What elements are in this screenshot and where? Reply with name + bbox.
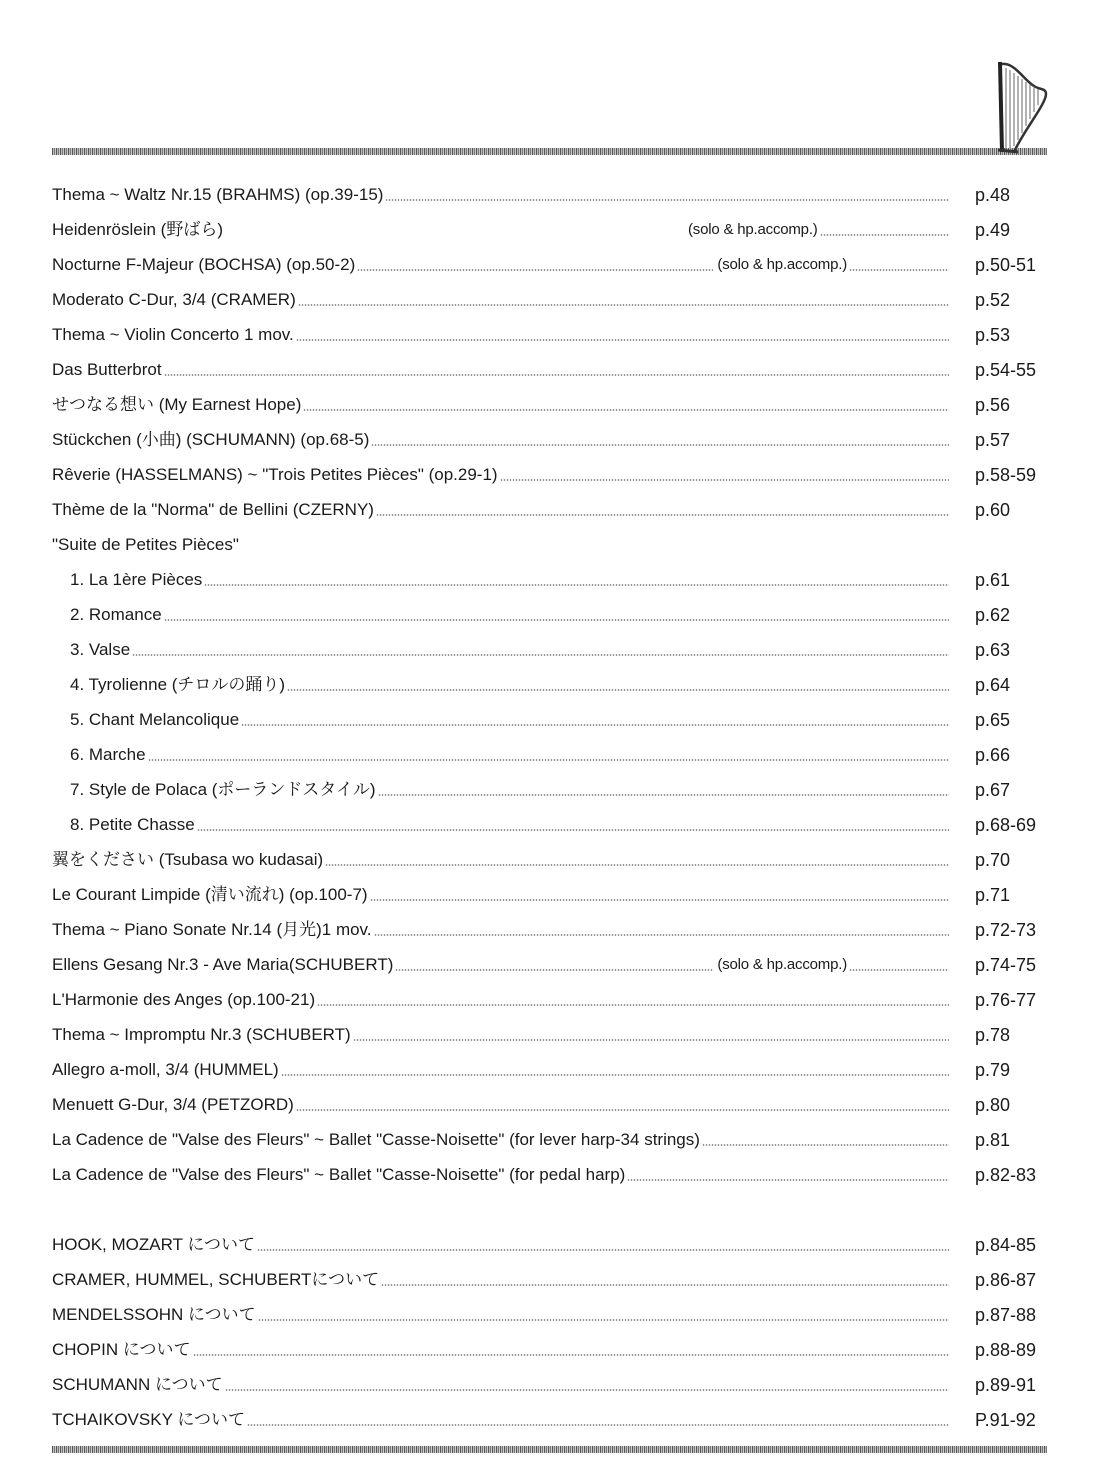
entry-title: 7. Style de Polaca (ポーランドスタイル) [70,780,376,799]
toc-entry[interactable] [52,841,1047,871]
toc-section-heading [52,526,1047,556]
toc-entry[interactable] [52,421,1047,451]
entry-page: p.76-77 [975,990,1037,1010]
entry-title: Heidenröslein (野ばら) [52,220,223,239]
entry-title: Nocturne F-Majeur (BOCHSA) (op.50-2) [52,255,356,274]
bottom-rule [52,1446,1047,1453]
entry-title: Das Butterbrot [52,360,162,379]
dot-leader [204,584,949,586]
dot-leader [371,444,949,446]
toc-entry[interactable] [52,561,1047,591]
entry-title: 8. Petite Chasse [70,815,195,834]
toc-entry[interactable] [52,1121,1047,1151]
entry-page: p.56 [975,395,1011,415]
entry-title: Menuett G-Dur, 3/4 (PETZORD) [52,1095,294,1114]
entry-title: TCHAIKOVSKY について [52,1410,245,1429]
entry-page: p.82-83 [975,1165,1037,1185]
entry-title: 翼をください (Tsubasa wo kudasai) [52,850,324,869]
toc-entry[interactable] [52,1051,1047,1081]
entry-page: p.50-51 [975,255,1037,275]
dot-leader [357,269,713,271]
dot-leader [381,1284,949,1286]
toc-entry[interactable] [52,1296,1047,1326]
entry-title: Thema ~ Waltz Nr.15 (BRAHMS) (op.39-15) [52,185,384,204]
dot-leader [303,409,949,411]
entry-page: p.86-87 [975,1270,1037,1290]
entry-page: p.84-85 [975,1235,1037,1255]
toc-entry[interactable] [52,1226,1047,1256]
entry-title: 3. Valse [70,640,131,659]
entry-note: (solo & hp.accomp.) [717,256,847,273]
entry-title: MENDELSSOHN について [52,1305,256,1324]
dot-leader [627,1179,949,1181]
toc-entry[interactable] [52,456,1047,486]
entry-title: Moderato C-Dur, 3/4 (CRAMER) [52,290,296,309]
entry-title: せつなる想い (My Earnest Hope) [52,395,302,414]
entry-page: p.60 [975,500,1011,520]
toc-entry[interactable] [52,281,1047,311]
entry-page: p.52 [975,290,1011,310]
entry-title: 4. Tyrolienne (チロルの踊り) [70,675,286,694]
entry-note: (solo & hp.accomp.) [717,956,847,973]
entry-title: 2. Romance [70,605,162,624]
toc-entry[interactable] [52,316,1047,346]
entry-page: p.70 [975,850,1011,870]
entry-page: p.67 [975,780,1011,800]
entry-title: Rêverie (HASSELMANS) ~ "Trois Petites Pièces" (op.29-1) [52,465,498,484]
dot-leader [148,759,949,761]
dot-leader [374,934,949,936]
toc-entry[interactable] [52,1366,1047,1396]
entry-page: p.63 [975,640,1011,660]
entry-title: La Cadence de "Valse des Fleurs" ~ Ballet "Casse-Noisette" (for pedal harp) [52,1165,626,1184]
dot-leader [385,199,949,201]
dot-leader [353,1039,949,1041]
entry-page: p.62 [975,605,1011,625]
dot-leader [370,899,949,901]
dot-leader [132,654,949,656]
entry-title: Thema ~ Piano Sonate Nr.14 (月光)1 mov. [52,920,372,939]
entry-page: P.91-92 [975,1410,1036,1430]
toc-entry[interactable] [52,596,1047,626]
dot-leader [317,1004,949,1006]
entry-page: p.58-59 [975,465,1037,485]
dot-leader [325,864,949,866]
dot-leader [258,1319,949,1321]
entry-page: p.48 [975,185,1011,205]
entry-title: HOOK, MOZART について [52,1235,256,1254]
toc-entry[interactable] [52,666,1047,696]
dot-leader [287,689,949,691]
dot-leader [702,1144,949,1146]
entry-page: p.72-73 [975,920,1037,940]
entry-title: 5. Chant Melancolique [70,710,240,729]
entry-note: (solo & hp.accomp.) [688,221,818,238]
dot-leader [296,1109,949,1111]
dot-leader [296,339,949,341]
entry-title: L'Harmonie des Anges (op.100-21) [52,990,316,1009]
entry-title: Thema ~ Violin Concerto 1 mov. [52,325,294,344]
toc-entry[interactable] [52,701,1047,731]
entry-page: p.74-75 [975,955,1037,975]
entry-page: p.54-55 [975,360,1037,380]
entry-title: CHOPIN について [52,1340,191,1359]
dot-leader [849,969,949,971]
toc-entry[interactable] [52,1261,1047,1291]
toc-entry[interactable] [52,351,1047,381]
entry-page: p.88-89 [975,1340,1037,1360]
toc-entry[interactable] [52,176,1047,206]
entry-page: p.49 [975,220,1011,240]
toc-entry[interactable] [52,1331,1047,1361]
toc-entry[interactable] [52,1401,1047,1431]
entry-page: p.68-69 [975,815,1037,835]
entry-title: SCHUMANN について [52,1375,223,1394]
dot-leader [197,829,949,831]
top-rule [52,148,1047,155]
toc-entry[interactable] [52,386,1047,416]
entry-title: 1. La 1ère Pièces [70,570,203,589]
toc-entry[interactable] [52,876,1047,906]
toc-entry[interactable] [52,771,1047,801]
dot-leader [257,1249,949,1251]
dot-leader [225,1389,949,1391]
entry-page: p.66 [975,745,1011,765]
dot-leader [241,724,949,726]
entry-title: CRAMER, HUMMEL, SCHUBERTについて [52,1270,380,1289]
toc-entry[interactable] [52,981,1047,1011]
dot-leader [378,794,949,796]
dot-leader [164,619,949,621]
section-title: "Suite de Petites Pièces" [52,535,239,554]
toc-entry[interactable] [52,946,1047,976]
dot-leader [247,1424,949,1426]
entry-page: p.61 [975,570,1011,590]
dot-leader [849,269,949,271]
toc-entry[interactable] [52,911,1047,941]
toc-entry[interactable] [52,246,1047,276]
entry-page: p.64 [975,675,1011,695]
entry-page: p.78 [975,1025,1011,1045]
dot-leader [395,969,713,971]
entry-title: Ellens Gesang Nr.3 - Ave Maria(SCHUBERT) [52,955,394,974]
entry-title: 6. Marche [70,745,146,764]
entry-page: p.87-88 [975,1305,1037,1325]
toc-entry[interactable] [52,806,1047,836]
entry-title: Thema ~ Impromptu Nr.3 (SCHUBERT) [52,1025,351,1044]
dot-leader [281,1074,949,1076]
harp-icon [994,60,1048,155]
dot-leader [376,514,949,516]
entry-page: p.57 [975,430,1011,450]
entry-title: La Cadence de "Valse des Fleurs" ~ Ballet "Casse-Noisette" (for lever harp-34 strings) [52,1130,700,1149]
toc-entry[interactable] [52,491,1047,521]
dot-leader [298,304,949,306]
toc-entry[interactable] [52,1156,1047,1186]
entry-page: p.79 [975,1060,1011,1080]
dot-leader [193,1354,950,1356]
entry-title: Thème de la "Norma" de Bellini (CZERNY) [52,500,374,519]
entry-page: p.53 [975,325,1011,345]
entry-page: p.71 [975,885,1011,905]
entry-title: Stückchen (小曲) (SCHUMANN) (op.68-5) [52,430,370,449]
entry-title: Allegro a-moll, 3/4 (HUMMEL) [52,1060,279,1079]
toc-entry[interactable] [52,1016,1047,1046]
entry-page: p.81 [975,1130,1011,1150]
entry-title: Le Courant Limpide (清い流れ) (op.100-7) [52,885,368,904]
entry-page: p.89-91 [975,1375,1037,1395]
toc-entry[interactable] [52,1086,1047,1116]
entry-page: p.80 [975,1095,1011,1115]
dot-leader [164,374,949,376]
toc-entry[interactable] [52,736,1047,766]
entry-page: p.65 [975,710,1011,730]
dot-leader [820,234,949,236]
toc-entry[interactable] [52,211,1047,241]
toc-entry[interactable] [52,631,1047,661]
dot-leader [500,479,949,481]
